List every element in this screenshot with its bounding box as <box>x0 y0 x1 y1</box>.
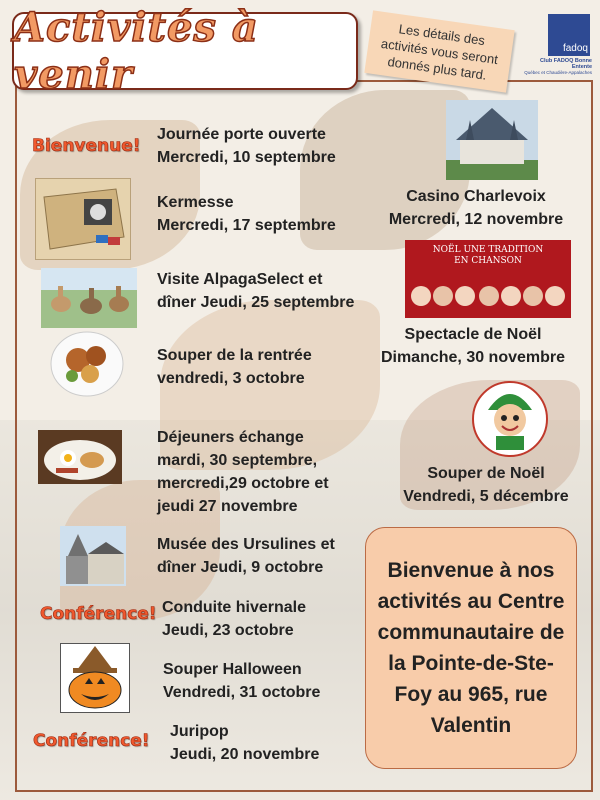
event-name: Musée des Ursulines et <box>157 536 335 553</box>
logo-line2: Québec et Chaudière-Appalaches <box>524 70 592 75</box>
elf-image <box>470 380 550 458</box>
logo-line1: Club FADOQ Bonne Entente <box>540 58 592 70</box>
event-date: Jeudi, 20 novembre <box>170 746 320 763</box>
event-alpagaselect <box>157 268 354 314</box>
event-casino-charlevoix <box>378 185 574 231</box>
event-kermesse <box>157 191 336 237</box>
event-date: Mercredi, 17 septembre <box>157 217 336 234</box>
event-date: Jeudi, 23 octobre <box>162 622 294 639</box>
details-note: Les détails des activités vous seront donnés plus tard. <box>364 10 514 92</box>
food-plate-image <box>50 330 124 398</box>
event-date: mardi, 30 septembre, <box>157 452 318 469</box>
event-conduite-hivernale <box>162 596 306 642</box>
event-date: mercredi,29 octobre et <box>157 475 329 492</box>
event-juripop <box>170 720 319 766</box>
fadoq-logo <box>520 14 592 75</box>
event-date: jeudi 27 novembre <box>157 498 298 515</box>
event-name: Visite AlpagaSelect et <box>157 271 323 288</box>
event-date: dîner Jeudi, 25 septembre <box>157 294 355 311</box>
breakfast-image <box>38 430 122 484</box>
event-name: Déjeuners échange <box>157 429 304 446</box>
event-name: Conduite hivernale <box>162 599 307 616</box>
event-musee-ursulines <box>157 533 335 579</box>
alpaca-image <box>41 268 137 328</box>
event-date: Vendredi, 5 décembre <box>403 488 569 505</box>
tag-conference-2: Conférence! <box>33 731 150 751</box>
event-date: Mercredi, 12 novembre <box>388 211 564 228</box>
event-date: dîner Jeudi, 9 octobre <box>157 559 324 576</box>
event-name: Kermesse <box>157 194 234 211</box>
welcome-text: Bienvenue à nos activités au Centre communautaire de la Pointe-de-Ste-Foy au 965, rue Valentin <box>377 559 565 737</box>
tag-welcome: Bienvenue! <box>32 136 141 156</box>
event-souper-halloween <box>163 658 320 704</box>
page-title: Activités à venir <box>14 4 259 98</box>
event-spectacle-noel <box>370 323 576 369</box>
title-banner <box>12 4 358 98</box>
event-name: Juripop <box>170 723 229 740</box>
museum-image <box>60 526 126 586</box>
event-name: Casino Charlevoix <box>406 188 546 205</box>
event-dejeuners-echange <box>157 426 329 518</box>
event-date: vendredi, 3 octobre <box>157 370 305 387</box>
event-date: Mercredi, 10 septembre <box>157 149 336 166</box>
casino-image <box>446 100 538 180</box>
noel-banner-line1: NOËL UNE TRADITION <box>432 245 544 255</box>
event-name: Souper de Noël <box>427 465 545 482</box>
event-journee-porte-ouverte <box>157 123 336 169</box>
noel-banner-line2: EN CHANSON <box>454 256 522 266</box>
noel-banner-image <box>405 240 571 318</box>
event-souper-rentree <box>157 344 312 390</box>
logo-square: fadoq <box>548 14 590 56</box>
cornhole-image <box>35 178 131 260</box>
event-date: Vendredi, 31 octobre <box>163 684 321 701</box>
event-name: Spectacle de Noël <box>404 326 542 343</box>
event-date: Dimanche, 30 novembre <box>380 349 566 366</box>
event-name: Souper Halloween <box>163 661 302 678</box>
event-name: Journée porte ouverte <box>157 126 326 143</box>
halloween-image <box>60 643 130 713</box>
tag-conference-1: Conférence! <box>40 604 157 624</box>
event-souper-noel <box>392 462 580 508</box>
welcome-box <box>365 527 577 769</box>
event-name: Souper de la rentrée <box>157 347 312 364</box>
